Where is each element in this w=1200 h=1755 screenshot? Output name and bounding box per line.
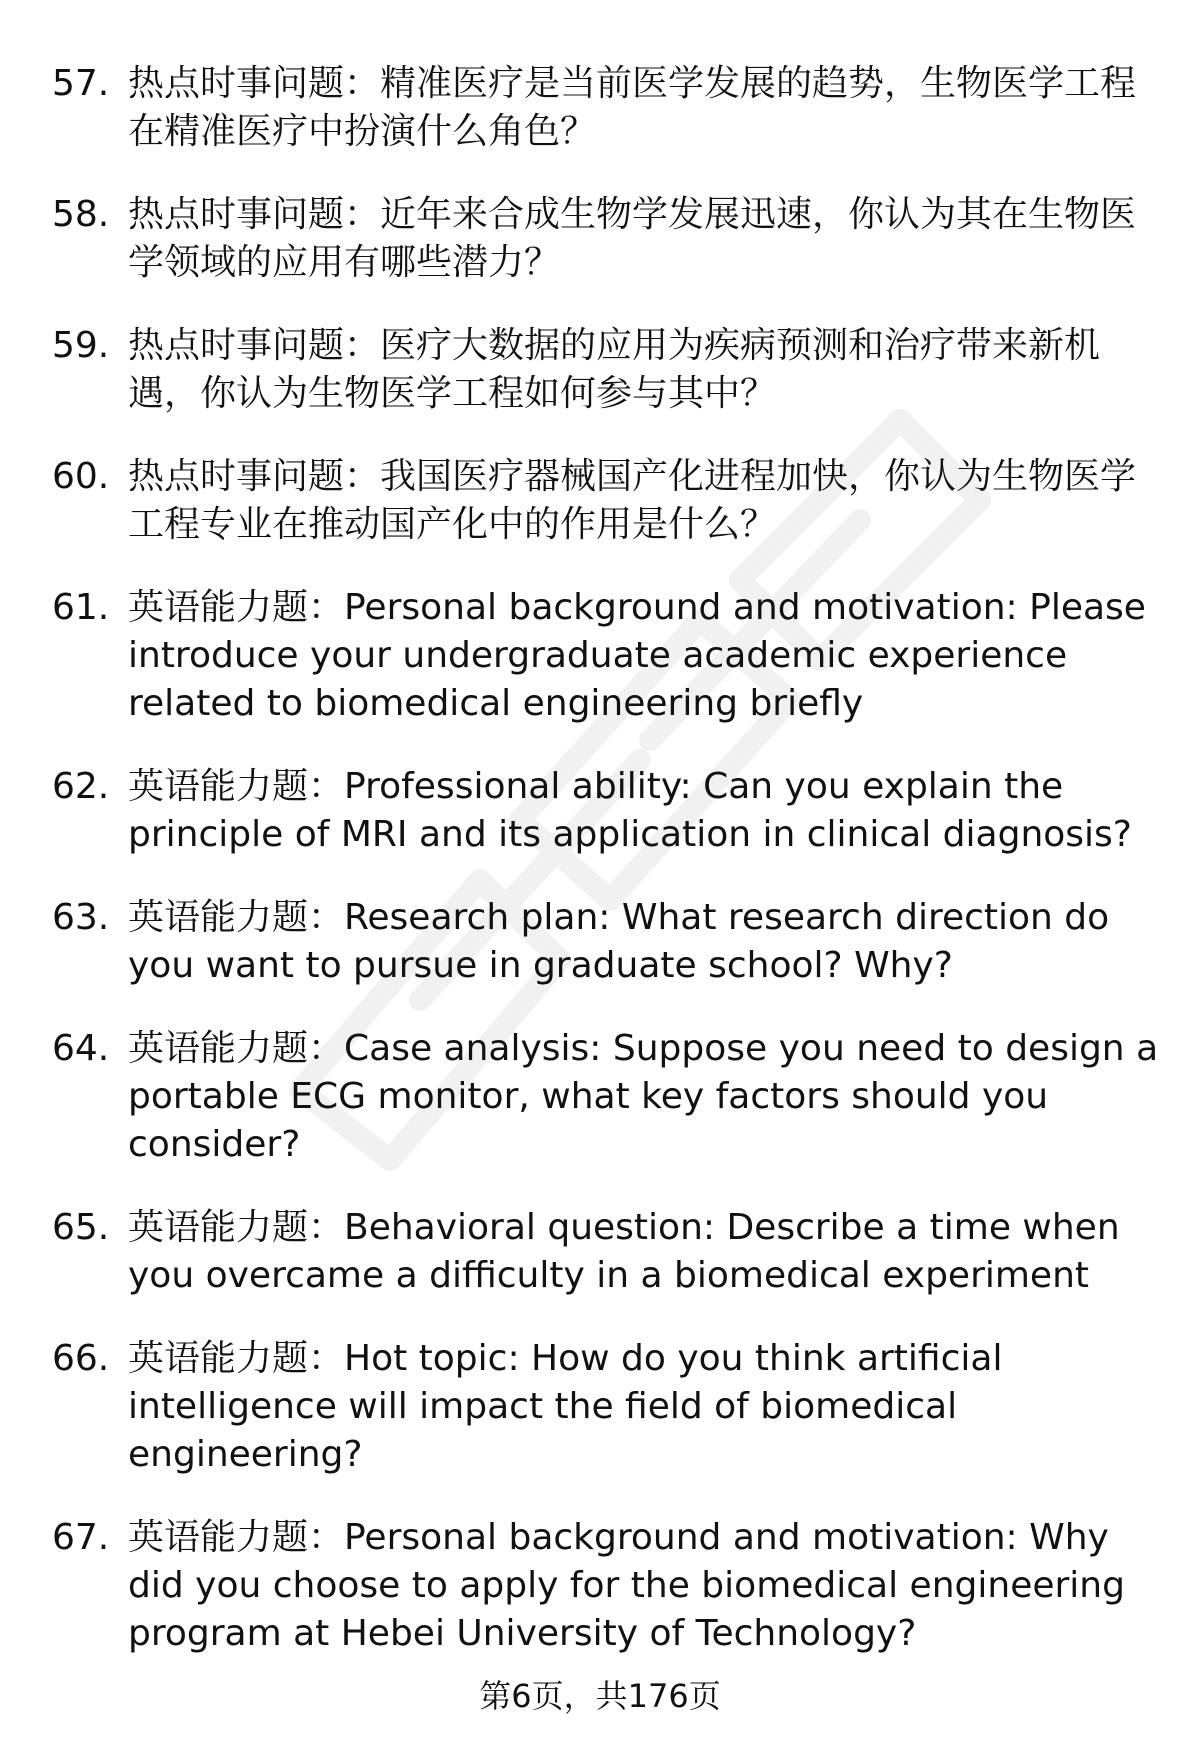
question-item bbox=[52, 1514, 1162, 1658]
question-text: 英语能力题：Personal background and motivation: Why did you choose to apply for the biomedical engineering program at Hebei University of Technology? bbox=[128, 1517, 1125, 1654]
question-text: 英语能力题：Behavioral question: Describe a time when you overcame a difficulty in a biomedical experiment bbox=[128, 1207, 1120, 1296]
question-number: 66. bbox=[52, 1338, 110, 1379]
question-text: 热点时事问题：精准医疗是当前医学发展的趋势，生物医学工程在精准医疗中扮演什么角色？ bbox=[128, 63, 1137, 152]
question-number: 65. bbox=[52, 1207, 110, 1248]
question-item bbox=[52, 60, 1162, 156]
question-item bbox=[52, 453, 1162, 549]
question-item bbox=[52, 191, 1162, 287]
question-text: 英语能力题：Research plan: What research direction do you want to pursue in graduate school? Why? bbox=[128, 897, 1110, 986]
question-item bbox=[52, 1204, 1162, 1300]
question-number: 61. bbox=[52, 587, 110, 628]
question-text: 热点时事问题：近年来合成生物学发展迅速，你认为其在生物医学领域的应用有哪些潜力？ bbox=[128, 194, 1137, 283]
question-item bbox=[52, 894, 1162, 990]
question-number: 57. bbox=[52, 63, 110, 104]
question-text: 热点时事问题：我国医疗器械国产化进程加快，你认为生物医学工程专业在推动国产化中的作用是什么？ bbox=[128, 456, 1137, 545]
question-text: 热点时事问题：医疗大数据的应用为疾病预测和治疗带来新机遇，你认为生物医学工程如何参与其中？ bbox=[128, 325, 1101, 414]
question-item bbox=[52, 763, 1162, 859]
question-item bbox=[52, 1335, 1162, 1479]
question-number: 58. bbox=[52, 194, 110, 235]
question-item bbox=[52, 322, 1162, 418]
question-item bbox=[52, 1025, 1162, 1169]
question-text: 英语能力题：Hot topic: How do you think artificial intelligence will impact the field of biomedical engineering? bbox=[128, 1338, 1003, 1475]
question-number: 67. bbox=[52, 1517, 110, 1558]
question-number: 64. bbox=[52, 1028, 110, 1069]
question-item bbox=[52, 584, 1162, 728]
question-text: 英语能力题：Case analysis: Suppose you need to design a portable ECG monitor, what key factors should you consider? bbox=[128, 1028, 1159, 1165]
page-footer: 第6页，共176页 bbox=[479, 1677, 721, 1715]
question-number: 63. bbox=[52, 897, 110, 938]
question-list bbox=[52, 60, 1162, 1693]
question-text: 英语能力题：Professional ability: Can you explain the principle of MRI and its application in clinical diagnosis? bbox=[128, 766, 1132, 855]
question-number: 60. bbox=[52, 456, 110, 497]
question-number: 62. bbox=[52, 766, 110, 807]
question-number: 59. bbox=[52, 325, 110, 366]
question-text: 英语能力题：Personal background and motivation: Please introduce your undergraduate academic experience related to biomedical engineering briefly bbox=[128, 587, 1146, 724]
